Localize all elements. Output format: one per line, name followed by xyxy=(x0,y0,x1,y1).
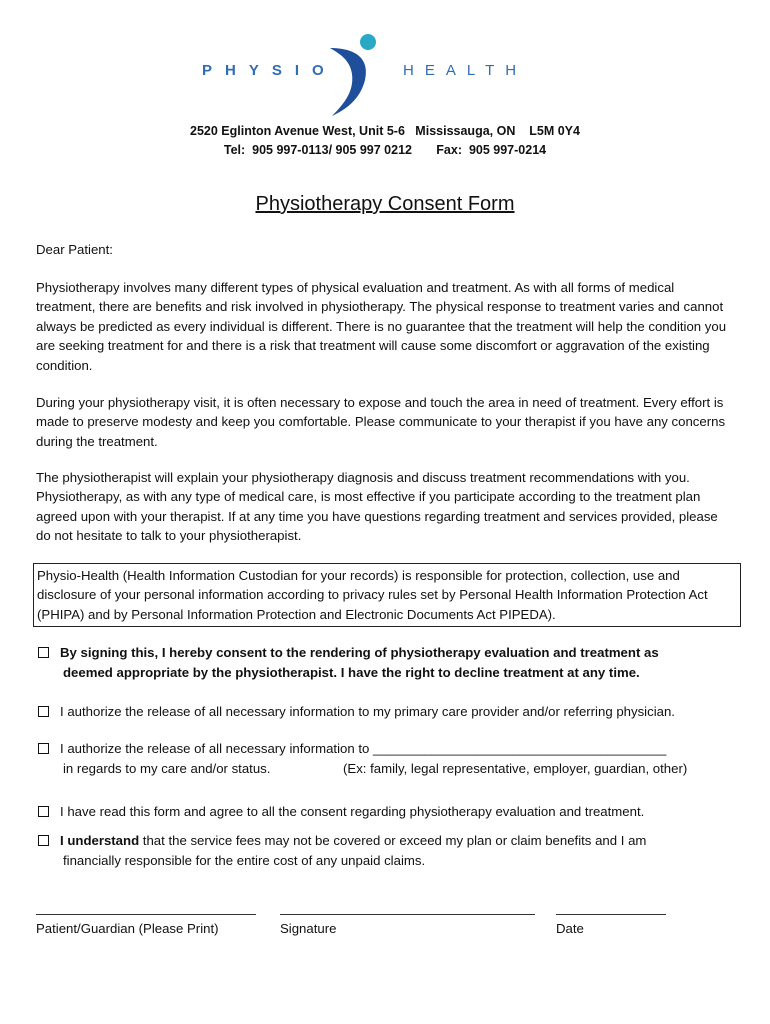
salutation: Dear Patient: xyxy=(36,242,113,257)
consent-treatment-text-cont: deemed appropriate by the physiotherapist. I have the right to decline treatment at any time. xyxy=(63,664,640,680)
patient-name-field[interactable] xyxy=(36,914,256,936)
date-line xyxy=(556,914,666,915)
consent-treatment-text: By signing this, I hereby consent to the rendering of physiotherapy evaluation and treatment as xyxy=(60,645,659,660)
fees-understand-text: that the service fees may not be covered or exceed my plan or claim benefits and I am xyxy=(139,833,647,848)
paragraph-treatment-risks: Physiotherapy involves many different types of physical evaluation and treatment. As with all forms of medical treatment, there are benefits and risk involved in physiotherapy. The physical response to treatment varies and cannot always be predicted as every individual is different. There is no guarantee that the treatment will help the condition you are seeking treatment for and there is a risk that treatment will cause some discomfort or aggravation of the existing condition. xyxy=(36,280,727,373)
signature-label: Signature xyxy=(280,921,337,936)
page-title: Physiotherapy Consent Form xyxy=(255,193,515,215)
fees-understand-bold: I understand xyxy=(60,833,140,848)
paragraph-diagnosis: The physiotherapist will explain your physiotherapy diagnosis and discuss treatment recommendations with you. Physiotherapy, as with any type of medical care, is most effective if you participate according to the treatment plan agreed upon with your therapist. If at any time you have questions regarding treatment and services provided, please do not hesitate to talk to your physiotherapist. xyxy=(36,470,718,544)
date-field[interactable] xyxy=(556,914,666,936)
date-label: Date xyxy=(556,921,584,936)
release-other-text-cont: in regards to my care and/or status. xyxy=(63,760,271,776)
logo-text-health: HEALTH xyxy=(403,62,528,79)
physio-health-logo xyxy=(190,28,550,118)
patient-name-line xyxy=(36,914,256,915)
release-physician-item xyxy=(38,702,738,722)
consent-treatment-item xyxy=(38,643,738,682)
contact-line: Tel: 905 997-0113/ 905 997 0212 Fax: 905 997-0214 xyxy=(223,143,547,157)
address-line: 2520 Eglinton Avenue West, Unit 5-6 Mississauga, ON L5M 0Y4 xyxy=(190,124,580,138)
release-other-checkbox[interactable] xyxy=(38,743,49,754)
clinic-address xyxy=(0,122,770,160)
read-agree-text: I have read this form and agree to all the consent regarding physiotherapy evaluation and treatment. xyxy=(60,804,645,819)
release-other-example: (Ex: family, legal representative, employer, guardian, other) xyxy=(343,760,688,776)
fees-understand-item xyxy=(38,831,738,870)
paragraph-modesty: During your physiotherapy visit, it is often necessary to expose and touch the area in need of treatment. Every effort is made to preserve modesty and keep you comfortable. Please communicate to your therapist if you have any concerns during the treatment. xyxy=(36,395,726,449)
fees-understand-checkbox[interactable] xyxy=(38,835,49,846)
release-other-text: I authorize the release of all necessary information to ________________________________________ xyxy=(60,741,667,756)
privacy-notice-box: Physio-Health (Health Information Custodian for your records) is responsible for protection, collection, use and disclosure of your personal information according to privacy rules set by Personal Health Information Protection Act (PHIPA) and by Personal Information Protection and Electronic Documents Act PIPEDA). xyxy=(33,563,741,627)
fees-understand-text-cont: financially responsible for the entire cost of any unpaid claims. xyxy=(63,852,426,868)
logo-text-physio: PHYSIO xyxy=(202,62,337,79)
logo-figure-icon xyxy=(310,28,390,118)
patient-name-label: Patient/Guardian (Please Print) xyxy=(36,921,219,936)
release-physician-text: I authorize the release of all necessary information to my primary care provider and/or referring physician. xyxy=(60,704,675,719)
release-other-item xyxy=(38,739,738,778)
read-agree-item xyxy=(38,802,738,822)
signature-field[interactable] xyxy=(280,914,535,936)
read-agree-checkbox[interactable] xyxy=(38,806,49,817)
signature-line xyxy=(280,914,535,915)
consent-treatment-checkbox[interactable] xyxy=(38,647,49,658)
release-physician-checkbox[interactable] xyxy=(38,706,49,717)
